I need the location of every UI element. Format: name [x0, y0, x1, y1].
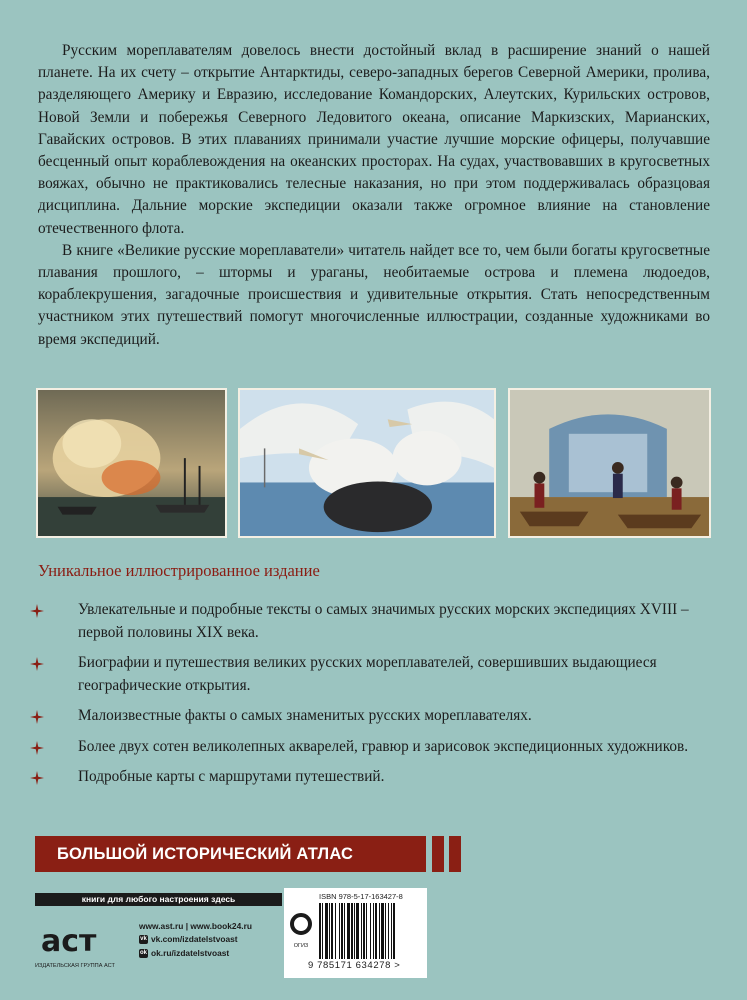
- compass-star-icon: [30, 604, 44, 618]
- illustration-albatrosses: [238, 388, 496, 538]
- feature-text: Подробные карты с маршрутами путешествий.: [78, 768, 385, 785]
- ast-caption: ИЗДАТЕЛЬСКАЯ ГРУППА АСТ: [35, 963, 115, 969]
- ok-row: [139, 947, 252, 960]
- list-item: [30, 766, 710, 789]
- compass-star-icon: [30, 771, 44, 785]
- barcode-digits: 9 785171 634278 >: [308, 960, 401, 971]
- isbn-text: ISBN 978-5-17-163427-8: [319, 892, 403, 901]
- ast-logo: [37, 919, 107, 959]
- isbn-block: [284, 888, 427, 978]
- illustration-tent-scene: [508, 388, 711, 538]
- list-item: [30, 736, 710, 759]
- vk-link[interactable]: vk.com/izdatelstvoast: [151, 934, 238, 945]
- vk-icon: vk: [140, 936, 147, 943]
- vk-row: [139, 933, 252, 946]
- compass-star-icon: [30, 741, 44, 755]
- compass-star-icon: [30, 657, 44, 671]
- ok-icon: ok: [139, 949, 147, 956]
- list-item: [30, 652, 710, 697]
- subtitle: Уникальное иллюстрированное издание: [38, 561, 320, 580]
- publisher-tagline: книги для любого настроения здесь: [35, 893, 282, 906]
- publisher-links: [139, 920, 252, 960]
- banner-stripe: [449, 836, 461, 872]
- feature-text: Более двух сотен великолепных акварелей, гравюр и зарисовок экспедиционных художников.: [78, 737, 689, 755]
- ast-logo-text: аст: [41, 924, 97, 959]
- features-list: [30, 599, 710, 797]
- websites-link[interactable]: www.ast.ru | www.book24.ru: [139, 921, 252, 931]
- feature-text: Увлекательные и подробные тексты о самых значимых русских морских экспедициях XVIII – первой половины XIX века.: [78, 601, 689, 641]
- illustration-sea-battle: [36, 388, 227, 538]
- list-item: [30, 599, 710, 644]
- illustrations-row: [36, 388, 711, 538]
- series-banner: БОЛЬШОЙ ИСТОРИЧЕСКИЙ АТЛАС: [35, 836, 426, 872]
- barcode: [317, 903, 423, 959]
- ok-link[interactable]: ok.ru/izdatelstvoast: [151, 947, 230, 958]
- feature-text: Биографии и путешествия великих русских мореплавателей, совершивших выдающиеся географические открытия.: [78, 654, 657, 694]
- oguz-ring-icon: [289, 912, 313, 936]
- oguz-caption: ОГИЗ: [293, 943, 309, 949]
- banner-stripe: [432, 836, 444, 872]
- oguz-logo: [288, 912, 314, 949]
- list-item: [30, 705, 710, 728]
- intro-text: [38, 40, 710, 351]
- intro-paragraph-2: В книге «Великие русские мореплаватели» читатель найдет все то, чем были богаты кругосветные плавания прошлого, – штормы и ураганы, необитаемые острова и племена людоедов, кораблекрушения, загадочные происшествия и удивительные открытия. Стать непосредственным участником этих путешествий помогут многочисленные иллюстрации, созданные художниками во время экспедиций.: [38, 241, 710, 348]
- publisher-block: [35, 893, 282, 969]
- intro-paragraph-1: Русским мореплавателям довелось внести достойный вклад в расширение знаний о нашей планете. На их счету – открытие Антарктиды, северо-западных берегов Северной Америки, пролива, разделяющего Америку и Евразию, исследование Командорских, Алеутских, Курильских островов, Новой Земли и побережья Северного Ледовитого океана, описание Маркизских, Марианских, Гавайских островов. В этих плаваниях принимали участие лучшие морские офицеры, получавшие бесценный опыт кораблевождения на океанских просторах. На судах, участвовавших в кругосветных вояжах, обычно не практиковались телесные наказания, но при этом поддерживалась образцовая дисциплина. Дальние морские экспедиции оказали также огромное влияние на становление отечественного флота.: [38, 42, 710, 237]
- compass-star-icon: [30, 710, 44, 724]
- feature-text: Малоизвестные факты о самых знаменитых русских мореплавателях.: [78, 707, 532, 724]
